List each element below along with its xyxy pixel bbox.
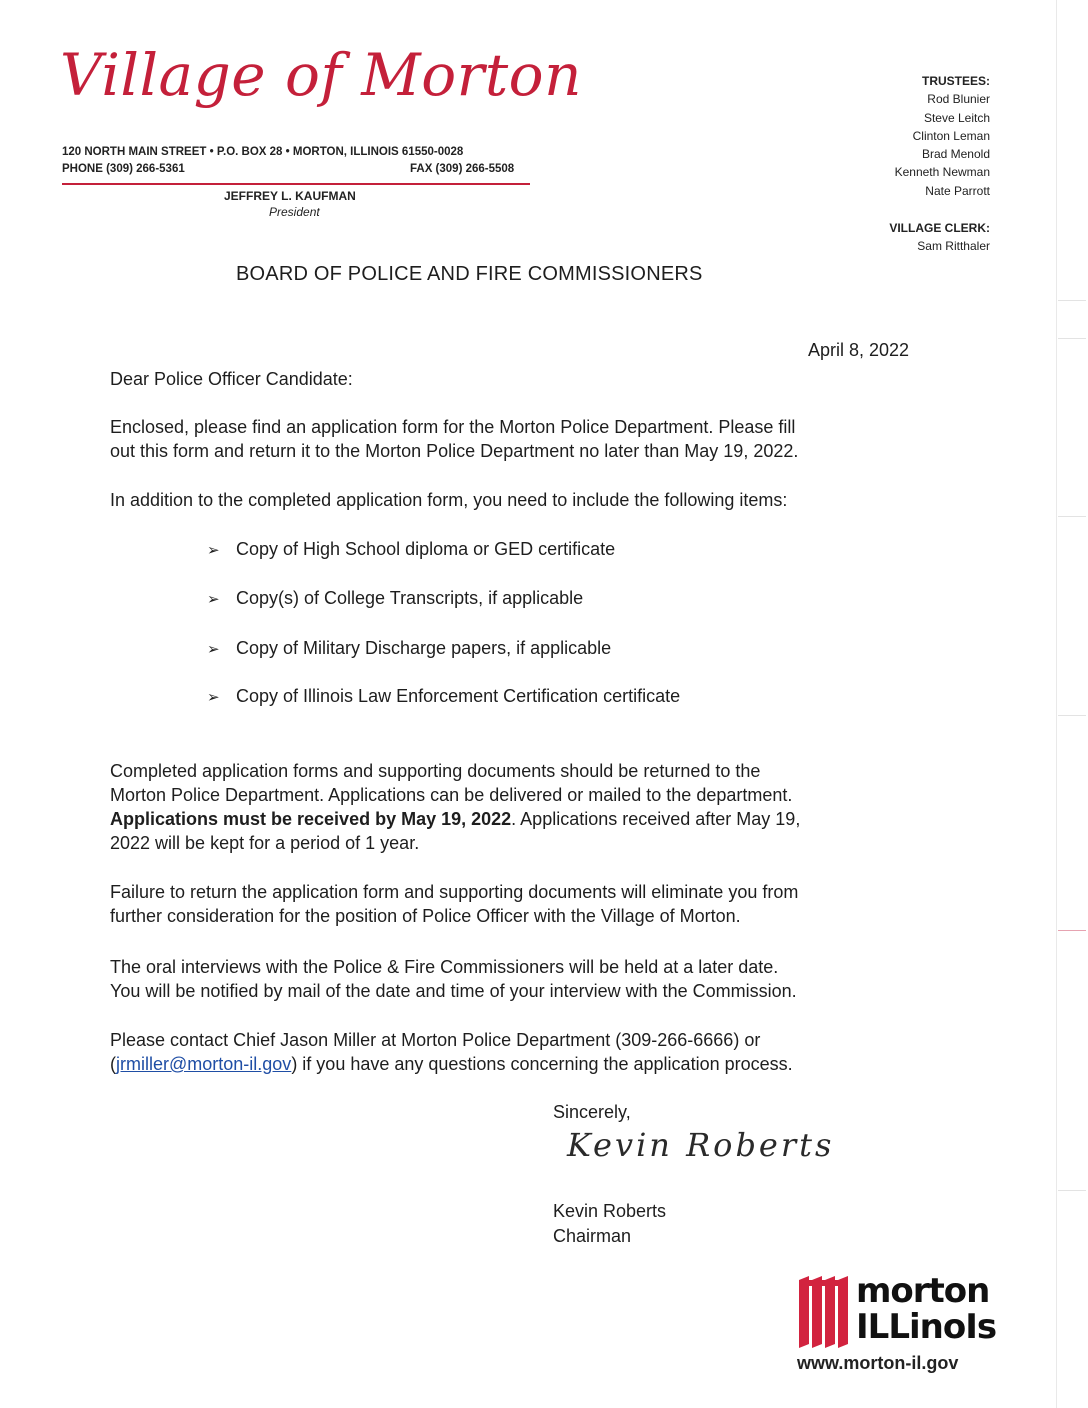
paragraph-1-line: Enclosed, please find an application form for the Morton Police Department. Please fill: [110, 417, 796, 437]
paragraph-5-line: The oral interviews with the Police & Fire Commissioners will be held at a later date.: [110, 957, 779, 977]
list-item: [207, 636, 611, 662]
scan-edge-mark: [1058, 1190, 1086, 1191]
trustee-name: Nate Parrott: [925, 183, 990, 198]
clerk-name: Sam Ritthaler: [917, 239, 990, 253]
list-item-label: Copy of Military Discharge papers, if applicable: [236, 638, 612, 658]
trustee-name: Brad Menold: [921, 147, 990, 162]
arrow-bullet-icon: ➢: [207, 591, 220, 608]
paragraph-4-line: further consideration for the position of Police Officer with the Village of Morton.: [110, 906, 741, 926]
handwritten-signature: Kevin Roberts: [567, 1126, 835, 1164]
scan-edge-mark: [1058, 338, 1086, 339]
arrow-bullet-icon: ➢: [207, 641, 220, 658]
letterhead-phone: PHONE (309) 266-5361: [62, 163, 185, 175]
valediction: Sincerely,: [553, 1102, 631, 1122]
trustee-name: Clinton Leman: [912, 128, 990, 143]
paragraph-2: In addition to the completed application form, you need to include the following items:: [110, 490, 788, 510]
president-title: President: [269, 205, 320, 219]
list-item-label: Copy(s) of College Transcripts, if applicable: [236, 588, 584, 608]
paragraph-6-text: (: [110, 1054, 116, 1074]
signer-name: Kevin Roberts: [553, 1201, 667, 1221]
footer-website[interactable]: www.morton-il.gov: [797, 1353, 959, 1373]
signer-title: Chairman: [553, 1226, 632, 1246]
arrow-bullet-icon: ➢: [207, 542, 220, 559]
letterhead-divider: [62, 183, 530, 185]
letterhead-fax: FAX (309) 266-5508: [410, 163, 515, 175]
paragraph-6-line: [110, 1052, 793, 1076]
paragraph-3-line: Completed application forms and supporting documents should be returned to the: [110, 761, 761, 781]
arrow-bullet-icon: ➢: [207, 689, 220, 706]
paragraph-1-line: out this form and return it to the Morton Police Department no later than May 19, 2022.: [110, 441, 799, 461]
paragraph-6-line: Please contact Chief Jason Miller at Morton Police Department (309-266-6666) or: [110, 1030, 761, 1050]
village-clerk: [889, 219, 990, 255]
president-name: JEFFREY L. KAUFMAN: [224, 189, 356, 203]
letter-date: April 8, 2022: [808, 340, 910, 360]
scan-edge-mark: [1058, 516, 1086, 517]
trustee-name: Rod Blunier: [927, 92, 990, 107]
salutation: Dear Police Officer Candidate:: [110, 369, 353, 389]
letterhead-address: 120 NORTH MAIN STREET • P.O. BOX 28 • MORTON, ILLINOIS 61550-0028: [62, 146, 464, 158]
paragraph-6-text: ) if you have any questions concerning the application process.: [291, 1054, 793, 1074]
scan-edge: [1056, 0, 1057, 1408]
footer-logo-word: morton: [856, 1271, 990, 1311]
paragraph-3-text: . Applications received after May 19,: [511, 809, 801, 829]
trustees-list: [895, 72, 990, 200]
paragraph-4-line: Failure to return the application form and supporting documents will eliminate you from: [110, 882, 799, 902]
scan-edge-mark: [1058, 930, 1086, 931]
trustees-heading: TRUSTEES:: [921, 74, 990, 88]
list-item: [207, 586, 583, 612]
morton-m-logo-icon: [795, 1274, 851, 1350]
village-logo: Village of Morton: [60, 41, 582, 109]
list-item: [207, 684, 680, 710]
board-heading: BOARD OF POLICE AND FIRE COMMISSIONERS: [236, 263, 703, 285]
email-link[interactable]: jrmiller@morton-il.gov: [116, 1054, 292, 1074]
paragraph-3-line: 2022 will be kept for a period of 1 year.: [110, 833, 420, 853]
scan-edge-mark: [1058, 300, 1086, 301]
list-item: [207, 537, 615, 563]
paragraph-3-line: Morton Police Department. Applications can be delivered or mailed to the department.: [110, 785, 793, 805]
trustee-name: Steve Leitch: [923, 110, 990, 125]
deadline-emphasis: Applications must be received by May 19, 2022: [110, 809, 512, 829]
paragraph-5-line: You will be notified by mail of the date and time of your interview with the Commission.: [110, 981, 797, 1001]
paragraph-3-line: [110, 807, 800, 831]
scan-edge-mark: [1058, 715, 1086, 716]
trustee-name: Kenneth Newman: [894, 165, 990, 180]
list-item-label: Copy of High School diploma or GED certificate: [236, 539, 616, 559]
list-item-label: Copy of Illinois Law Enforcement Certification certificate: [236, 686, 681, 706]
footer-logo-word: ILLinoIs: [856, 1307, 997, 1347]
clerk-heading: VILLAGE CLERK:: [889, 221, 990, 235]
